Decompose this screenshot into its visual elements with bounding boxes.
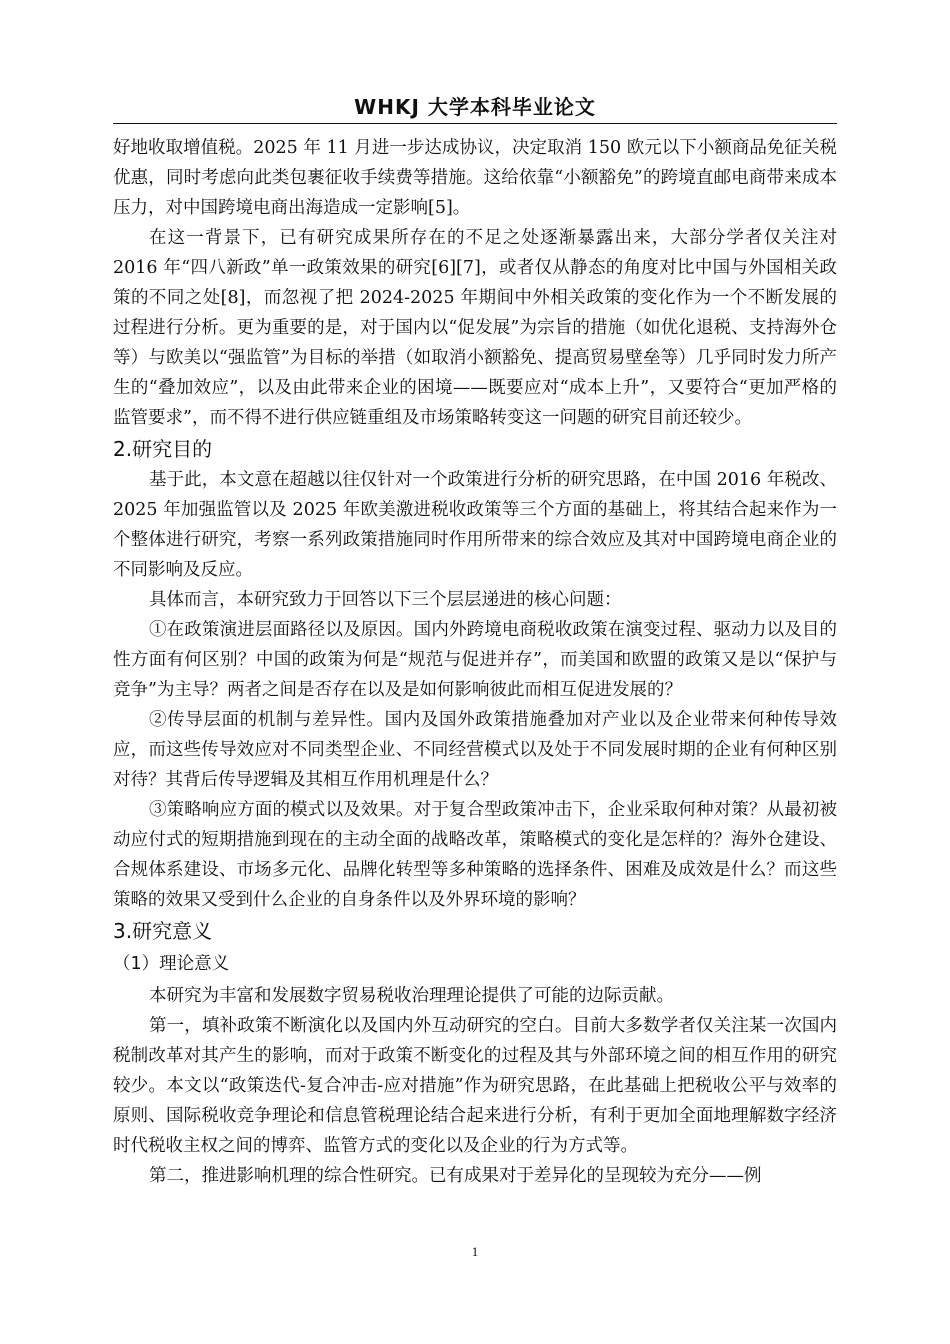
paragraph-question-3: ③策略响应方面的模式以及效果。对于复合型政策冲击下，企业采取何种对策？从最初被动应付式的短期措施到现在的主动全面的战略改革，策略模式的变化是怎样的？海外仓建设、合规体系建设、市场多元化、品牌化转型等多种策略的选择条件、困难及成效是什么？而这些策略的效果又受到什么企业的自身条件以及外界环境的影响？ (113, 800, 837, 910)
header-divider (113, 123, 837, 124)
paragraph-theory-second: 第二，推进影响机理的综合性研究。已有成果对于差异化的呈现较为充分——例 (149, 1166, 762, 1186)
subsection-heading-theory: （1）理论意义 (113, 954, 230, 974)
paragraph-purpose: 基于此，本文意在超越以往仅针对一个政策进行分析的研究思路，在中国 2016 年税改、2025 年加强监管以及 2025 年欧美激进税收政策等三个方面的基础上，将其结合起来作为一个整体进行研究，考察一系列政策措施同时作用所带来的综合效应及其对中国跨境电商企业的不同影响及反应。 (113, 470, 837, 580)
paragraph-theory-intro: 本研究为丰富和发展数字贸易税收治理理论提供了可能的边际贡献。 (149, 986, 674, 1006)
paragraph-question-2: ②传导层面的机制与差异性。国内及国外政策措施叠加对产业以及企业带来何种传导效应，而这些传导效应对不同类型企业、不同经营模式以及处于不同发展时期的企业有何种区别对待？其背后传导逻辑及其相互作用机理是什么？ (113, 710, 837, 790)
section-heading-significance: 3.研究意义 (113, 919, 213, 943)
paragraph-theory-first: 第一，填补政策不断演化以及国内外互动研究的空白。目前大多数学者仅关注某一次国内税制改革对其产生的影响，而对于政策不断变化的过程及其与外部环境之间的相互作用的研究较少。本文以“政策迭代-复合冲击-应对措施”作为研究思路，在此基础上把税收公平与效率的原则、国际税收竞争理论和信息管税理论结合起来进行分析，有利于更加全面地理解数字经济时代税收主权之间的博弈、监管方式的变化以及企业的行为方式等。 (113, 1016, 837, 1156)
body-text (113, 133, 837, 1191)
paragraph-question-1: ①在政策演进层面路径以及原因。国内外跨境电商税收政策在演变过程、驱动力以及目的性方面有何区别？中国的政策为何是“规范与促进并存”，而美国和欧盟的政策又是以“保护与竞争”为主导？两者之间是否存在以及是如何影响彼此而相互促进发展的？ (113, 620, 837, 700)
paragraph-questions-intro: 具体而言，本研究致力于回答以下三个层层递进的核心问题： (149, 590, 622, 610)
section-heading-purpose: 2.研究目的 (113, 437, 213, 461)
page-number: 1 (471, 1244, 479, 1259)
running-header: WHKJ 大学本科毕业论文 (354, 95, 596, 119)
paragraph-continued: 好地收取增值税。2025 年 11 月进一步达成协议，决定取消 150 欧元以下小额商品免征关税优惠，同时考虑向此类包裹征收手续费等措施。这给依靠“小额豁免”的跨境直邮电商带来成本压力，对中国跨境电商出海造成一定影响[5]。 (113, 138, 837, 218)
paragraph-background: 在这一背景下，已有研究成果所存在的不足之处逐渐暴露出来，大部分学者仅关注对 2016 年“四八新政”单一政策效果的研究[6][7]，或者仅从静态的角度对比中国与外国相关政策的不同之处[8]，而忽视了把 2024-2025 年期间中外相关政策的变化作为一个不断发展的过程进行分析。更为重要的是，对于国内以“促发展”为宗旨的措施（如优化退税、支持海外仓等）与欧美以“强监管”为目标的举措（如取消小额豁免、提高贸易壁垒等）几乎同时发力所产生的“叠加效应”，以及由此带来企业的困境——既要应对“成本上升”，又要符合“更加严格的监管要求”，而不得不进行供应链重组及市场策略转变这一问题的研究目前还较少。 (113, 228, 837, 428)
